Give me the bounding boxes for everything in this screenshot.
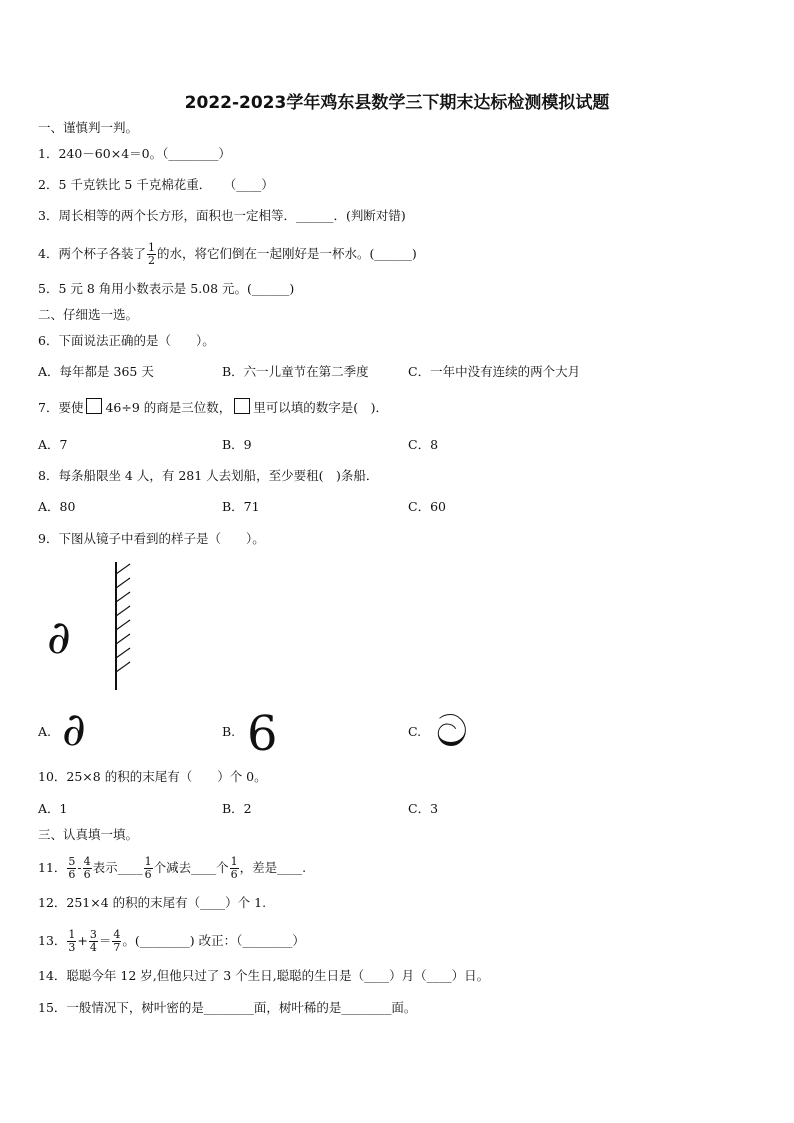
question-15: 15．一般情况下，树叶密的是________面，树叶稀的是________面。 xyxy=(38,1000,417,1015)
question-11: 11． $\frac{5}{6}$ - $\frac{4}{6}$ 表示____ $\frac{1}{6}$ 个减去____个 $\frac{1}{6}$ ，差是____. xyxy=(38,855,307,881)
partial-symbol-figure: ∂ xyxy=(47,610,71,664)
q9-option-b: B. xyxy=(222,724,236,739)
fraction: $\frac{3}{4}$ xyxy=(89,928,97,954)
question-14: 14．聪聪今年 12 岁,但他只过了 3 个生日,聪聪的生日是（____）月（____）日。 xyxy=(38,968,490,983)
fraction: $\frac{1}{3}$ xyxy=(68,928,76,954)
question-6: 6．下面说法正确的是（ ）。 xyxy=(38,333,215,348)
q8-option-b: B．71 xyxy=(222,499,260,514)
fraction: $\frac{5}{6}$ xyxy=(68,855,76,881)
q6-option-c: C．一年中没有连续的两个大月 xyxy=(408,364,581,379)
page-title: 2022-2023学年鸡东县数学三下期末达标检测模拟试题 xyxy=(184,93,610,113)
q7-option-a: A．7 xyxy=(38,437,68,452)
q8-option-c: C．60 xyxy=(408,499,446,514)
q9-option-a: A. xyxy=(38,724,52,739)
question-2: 2．5 千克铁比 5 千克棉花重． （____） xyxy=(38,177,274,192)
question-4-prefix: 4．两个杯子各装了 xyxy=(38,246,146,261)
q9-option-a-figure: ∂ xyxy=(62,702,86,756)
question-1: 1．240－60×4＝0。（________） xyxy=(38,146,231,161)
question-12: 12．251×4 的积的末尾有（____）个 1. xyxy=(38,895,267,910)
question-3: 3．周长相等的两个长方形，面积也一定相等．______．(判断对错) xyxy=(38,208,406,223)
mirror-diagram xyxy=(108,560,138,692)
question-7: 7．要使 46÷9 的商是三位数， 里可以填的数字是( )． xyxy=(38,400,389,415)
question-4 xyxy=(38,242,417,267)
fraction: $\frac{1}{6}$ xyxy=(144,855,152,881)
section-heading-2: 二、仔细选一选。 xyxy=(38,307,139,322)
question-9: 9．下图从镜子中看到的样子是（ ）。 xyxy=(38,531,265,546)
q10-option-b: B．2 xyxy=(222,801,252,816)
question-5: 5．5 元 8 角用小数表示是 5.08 元。(______) xyxy=(38,281,295,296)
question-13: 13． $\frac{1}{3}$ + $\frac{3}{4}$ ＝ $\frac{4}{7}$ 。(________) 改正：（________） xyxy=(38,928,305,954)
q7-option-b: B．9 xyxy=(222,437,252,452)
section-heading-3: 三、认真填一填。 xyxy=(38,827,139,842)
q6-option-a: A．每年都是 365 天 xyxy=(38,364,154,379)
section-heading-1: 一、谨慎判一判。 xyxy=(38,120,139,135)
q10-option-a: A．1 xyxy=(38,801,68,816)
q10-option-c: C．3 xyxy=(408,801,439,816)
fraction: $\frac{1}{2}$ xyxy=(147,241,155,267)
q8-option-a: A．80 xyxy=(38,499,76,514)
q7-option-c: C．8 xyxy=(408,437,439,452)
q9-option-c-figure: ට xyxy=(436,706,468,757)
fraction: $\frac{4}{7}$ xyxy=(113,928,121,954)
question-8: 8．每条船限坐 4 人，有 281 人去划船，至少要租( )条船． xyxy=(38,468,379,483)
blank-box xyxy=(86,398,102,414)
fraction: $\frac{4}{6}$ xyxy=(83,855,91,881)
fraction: $\frac{1}{6}$ xyxy=(230,855,238,881)
q9-option-b-figure: 6 xyxy=(247,706,278,762)
q6-option-b: B．六一儿童节在第二季度 xyxy=(222,364,369,379)
q9-option-c: C. xyxy=(408,724,422,739)
question-4-suffix: 的水，将它们倒在一起刚好是一杯水。(______) xyxy=(156,246,417,261)
question-10: 10．25×8 的积的末尾有（ ）个 0。 xyxy=(38,769,267,784)
blank-box xyxy=(234,398,250,414)
